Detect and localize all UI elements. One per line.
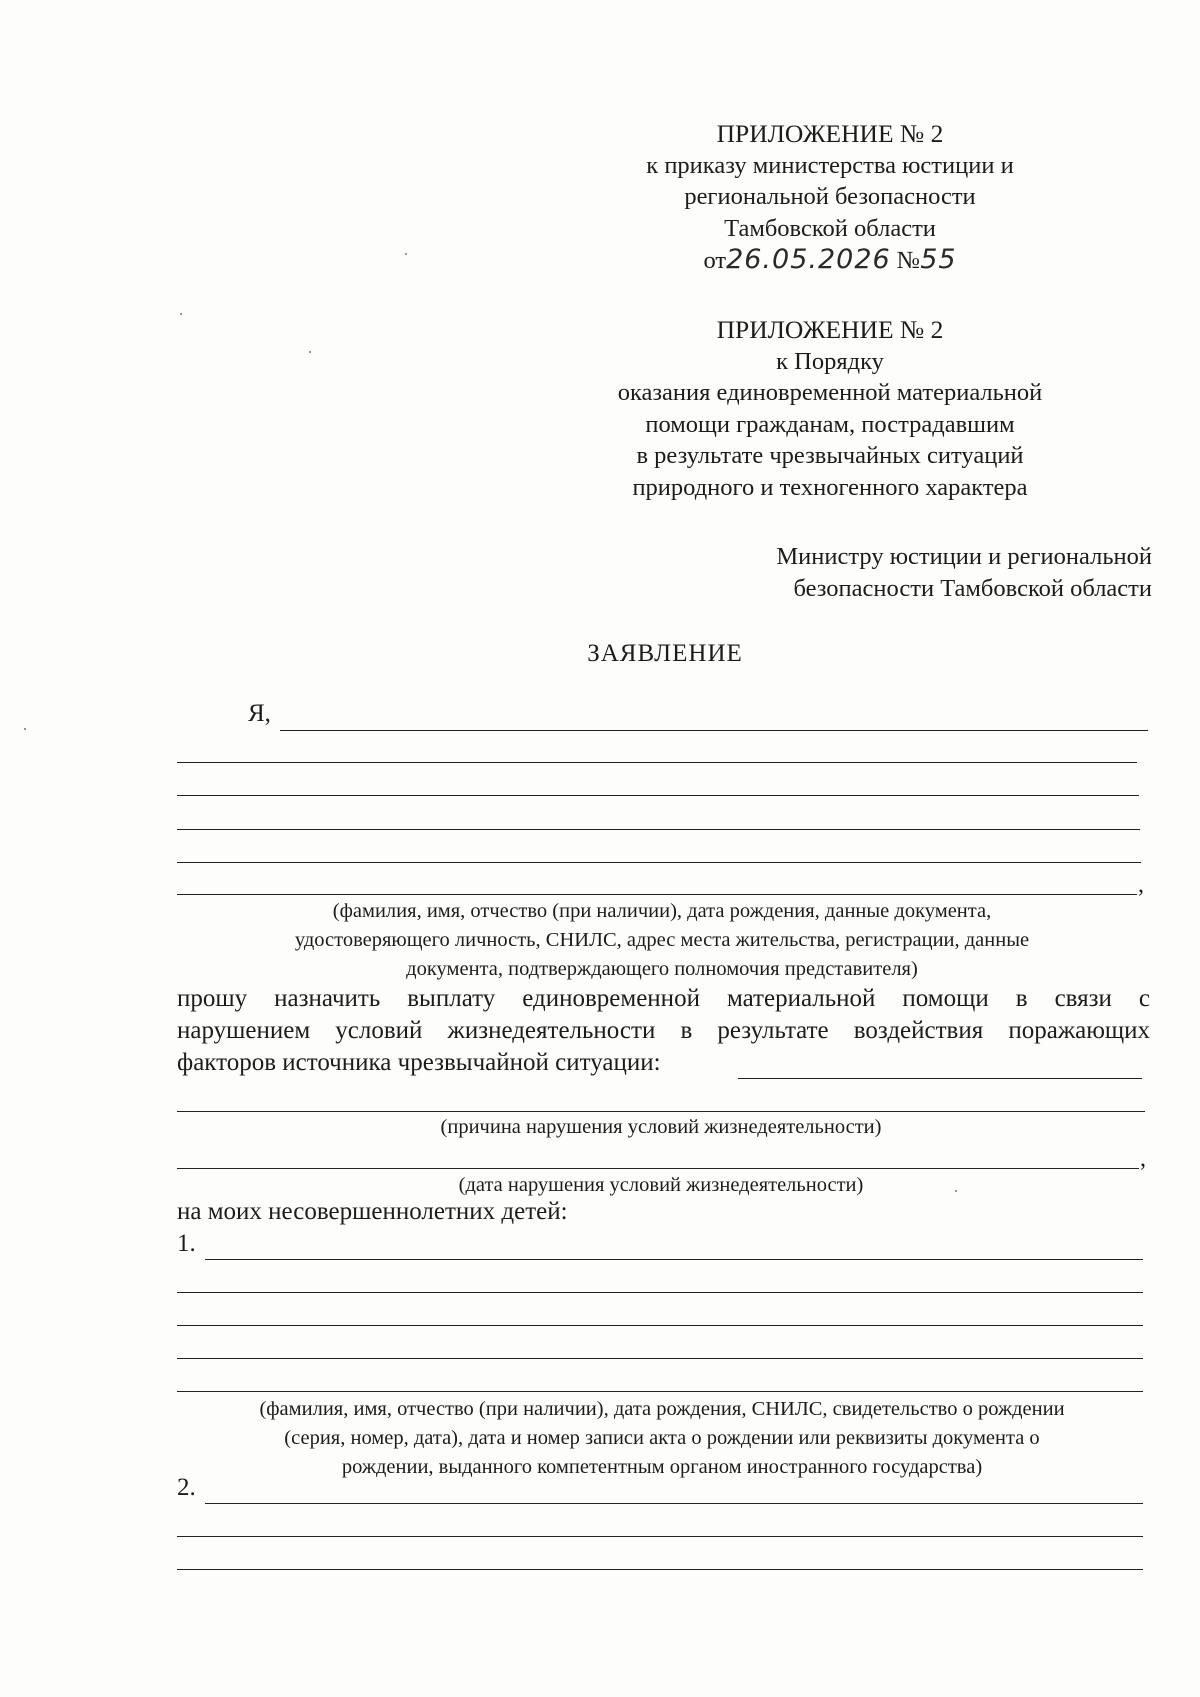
child-1-field-line[interactable]: [177, 1325, 1143, 1326]
applicant-field-line[interactable]: [177, 862, 1141, 863]
cause-caption: (причина нарушения условий жизнедеятельности): [440, 1116, 882, 1138]
appendix-line: помощи гражданам, пострадавшим: [645, 410, 1015, 438]
request-paragraph: [177, 983, 1150, 1079]
request-last-line: факторов источника чрезвычайной ситуации:: [177, 1049, 661, 1076]
handwritten-date: 26.05.2026: [726, 244, 891, 275]
appendix-line: к Порядку: [776, 347, 884, 375]
appendix-line: природного и техногенного характера: [632, 473, 1028, 501]
caption-line: документа, подтверждающего полномочия представителя): [406, 958, 918, 980]
scan-speck: [309, 351, 311, 353]
child-2-field-line[interactable]: [177, 1536, 1143, 1537]
request-line: нарушением условий жизнедеятельности в результате воздействия поражающих: [177, 1017, 1150, 1044]
appendix-line: к приказу министерства юстиции и: [646, 151, 1014, 179]
child-2-field-line[interactable]: [205, 1503, 1143, 1504]
date-prefix: от: [703, 247, 727, 274]
request-line: прошу назначить выплату единовременной материальной помощи в связи с: [177, 985, 1150, 1012]
children-intro: на моих несовершеннолетних детей:: [177, 1198, 568, 1225]
child-caption: [177, 1395, 1147, 1482]
appendix-title: ПРИЛОЖЕНИЕ № 2: [716, 315, 944, 344]
caption-line: удостоверяющего личность, СНИЛС, адрес места жительства, регистрации, данные: [294, 929, 1030, 951]
addressee: [600, 541, 1152, 604]
handwritten-number: 55: [920, 244, 957, 275]
scan-speck: [24, 728, 26, 730]
addressee-line: Министру юстиции и региональной: [776, 543, 1152, 570]
number-prefix: №: [896, 247, 921, 274]
date-field-line[interactable]: [177, 1168, 1139, 1169]
child-1-field-line[interactable]: [177, 1358, 1143, 1359]
child-1-field-line[interactable]: [205, 1259, 1143, 1260]
caption-line: (фамилия, имя, отчество (при наличии), дата рождения, СНИЛС, свидетельство о рождении: [259, 1398, 1065, 1420]
scan-speck: [180, 313, 182, 315]
cause-field-line[interactable]: [177, 1111, 1145, 1112]
date-caption: (дата нарушения условий жизнедеятельности): [458, 1174, 864, 1196]
appendix-line: региональной безопасности: [684, 183, 976, 210]
applicant-field-line[interactable]: [177, 795, 1139, 796]
scan-speck: [405, 253, 407, 255]
caption-line: рождении, выданного компетентным органом иностранного государства): [341, 1456, 983, 1478]
applicant-field-line[interactable]: [177, 829, 1140, 830]
appendix-header-procedure: [560, 314, 1100, 503]
child-1-field-line[interactable]: [177, 1292, 1143, 1293]
child-1-label: 1.: [177, 1230, 196, 1257]
applicant-caption: [177, 897, 1147, 984]
cause-field-line[interactable]: [738, 1078, 1142, 1079]
scan-speck: [955, 1190, 957, 1192]
order-date-line: [560, 244, 1100, 277]
caption-line: (фамилия, имя, отчество (при наличии), дата рождения, данные документа,: [332, 900, 992, 922]
applicant-prefix: Я,: [248, 700, 271, 727]
appendix-line: Тамбовской области: [724, 214, 936, 242]
appendix-line: в результате чрезвычайных ситуаций: [636, 442, 1024, 469]
document-title: ЗАЯВЛЕНИЕ: [587, 640, 743, 667]
applicant-comma: ,: [1138, 872, 1144, 898]
appendix-title: ПРИЛОЖЕНИЕ № 2: [716, 119, 944, 148]
applicant-field-line[interactable]: [177, 894, 1137, 895]
addressee-line: безопасности Тамбовской области: [793, 574, 1152, 602]
applicant-field-line[interactable]: [280, 730, 1148, 731]
caption-line: (серия, номер, дата), дата и номер записи акта о рождении или реквизиты документа о: [284, 1427, 1040, 1449]
child-2-field-line[interactable]: [177, 1569, 1143, 1570]
applicant-field-line[interactable]: [177, 762, 1137, 763]
appendix-header-order: [560, 118, 1100, 277]
date-comma: ,: [1140, 1146, 1146, 1172]
child-1-field-line[interactable]: [177, 1391, 1143, 1392]
appendix-line: оказания единовременной материальной: [617, 379, 1043, 406]
child-2-label: 2.: [177, 1474, 196, 1501]
